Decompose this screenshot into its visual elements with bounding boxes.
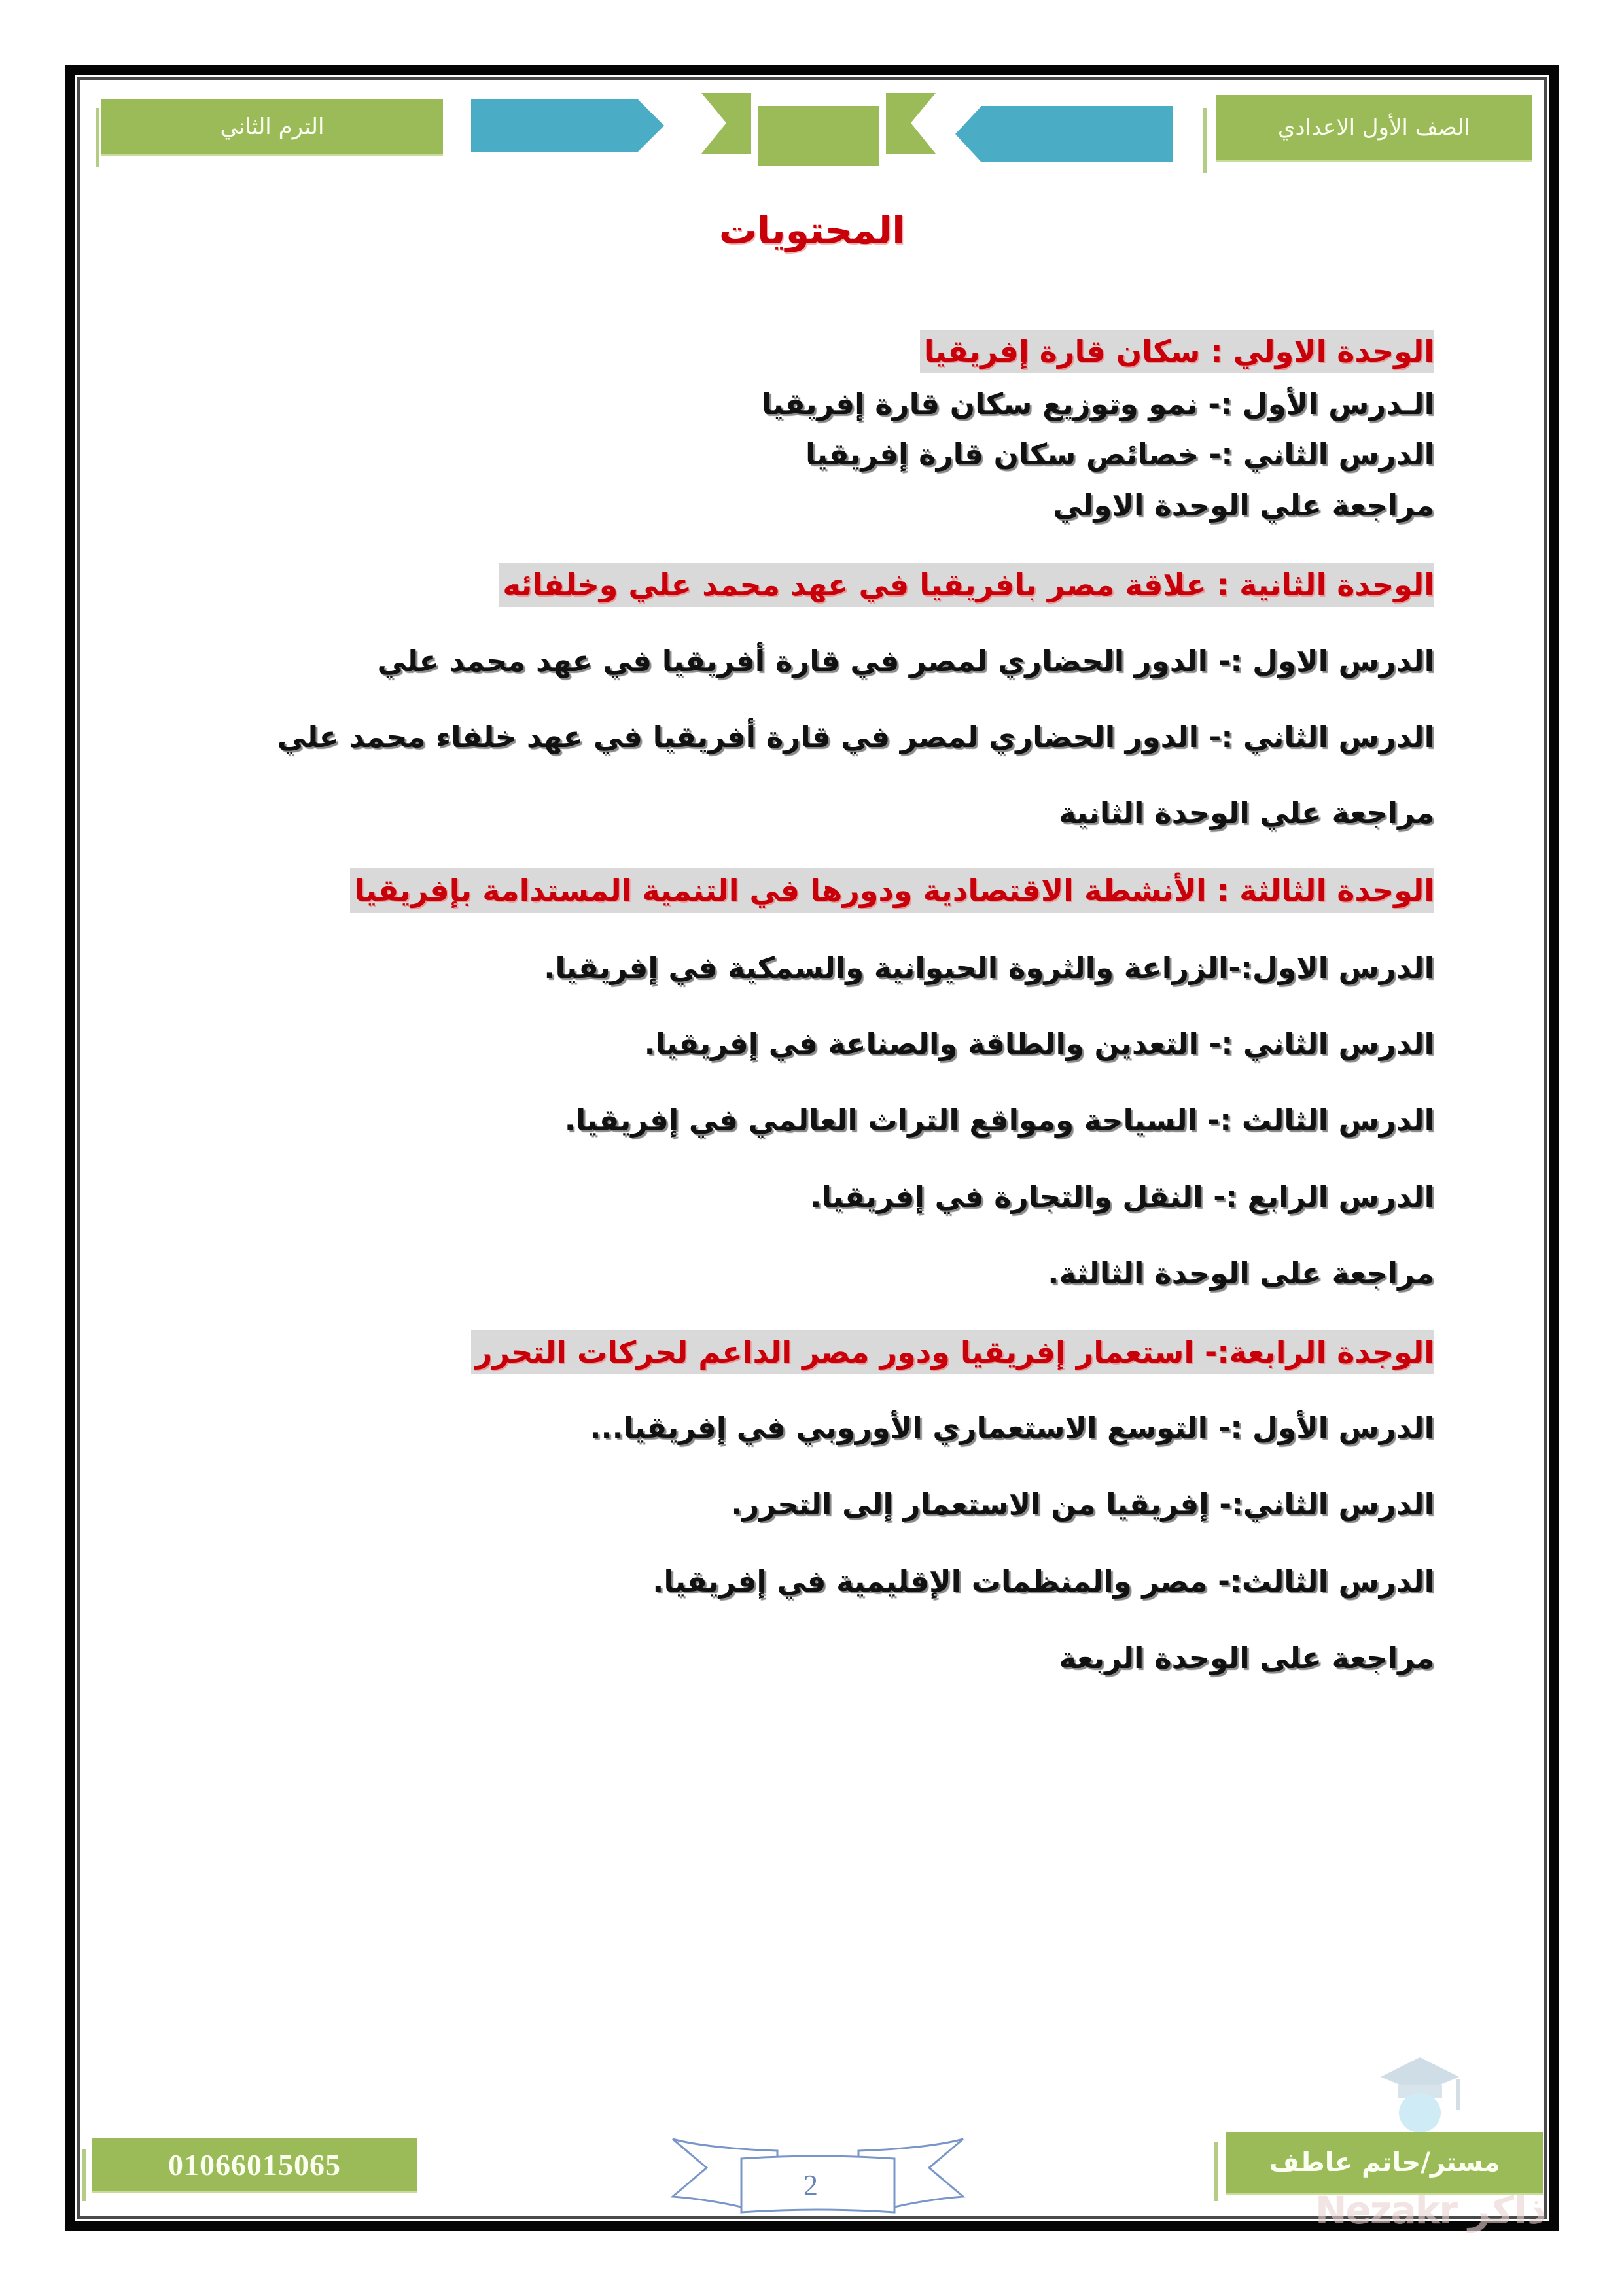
center-green-square [758, 106, 879, 166]
watermark-text: Nezakr ذاكر [1315, 2188, 1547, 2233]
teacher-box [1226, 2132, 1543, 2193]
phone-box [92, 2138, 417, 2191]
toc-item[interactable]: الـدرس الأول :- نمو وتوزيع سكان قارة إفريقيا [762, 387, 1434, 421]
grade-label: الصف الأول الاعدادي [1277, 114, 1471, 141]
toc-item[interactable]: مراجعة علي الوحدة الثانية [1059, 795, 1434, 830]
left-blue-arrow [471, 99, 664, 152]
teacher-name: مستر/حاتم عاطف [1269, 2148, 1500, 2178]
toc-item[interactable]: الدرس الثاني :- الدور الحضاري لمصر في قارة أفريقيا في عهد خلفاء محمد علي [277, 720, 1434, 754]
term-label-box [101, 99, 443, 154]
toc-item[interactable]: مراجعة على الوحدة الربعة [1059, 1641, 1434, 1675]
toc-item[interactable]: الدرس الاول :- الدور الحضاري لمصر في قارة أفريقيا في عهد محمد علي [377, 644, 1434, 678]
right-blue-arrow [955, 106, 1173, 162]
toc-item[interactable]: الدرس الأول :- التوسع الاستعماري الأوروبي في إفريقيا... [590, 1410, 1434, 1445]
toc-item[interactable]: الدرس الاول:-الزراعة والثروة الحيوانية والسمكية في إفريقيا. [544, 950, 1434, 985]
toc-item[interactable]: الدرس الثالث :- السياحة ومواقع التراث العالمي في إفريقيا. [564, 1103, 1434, 1138]
toc-item[interactable]: مراجعة على الوحدة الثالثة. [1048, 1256, 1434, 1291]
toc-item[interactable]: مراجعة علي الوحدة الاولي [1053, 488, 1434, 523]
unit-heading-2[interactable]: الوحدة الثانية : علاقة مصر بافريقيا في عهد محمد علي وخلفائه [499, 563, 1434, 607]
toc-item[interactable]: الدرس الرابع :- النقل والتجارة في إفريقيا. [810, 1179, 1434, 1214]
footer-left-accent-bar [82, 2149, 86, 2201]
toc-item[interactable]: الدرس الثاني :- خصائص سكان قارة إفريقيا [805, 437, 1434, 472]
toc-item[interactable]: الدرس الثاني:- إفريقيا من الاستعمار إلى التحرر. [731, 1487, 1434, 1522]
footer-right-accent-bar [1214, 2142, 1218, 2201]
grade-label-box [1216, 95, 1532, 160]
page-title: المحتويات [718, 208, 906, 252]
header-left-accent-bar [96, 108, 99, 167]
header-right-accent-bar [1203, 108, 1207, 173]
toc-item[interactable]: الدرس الثاني :- التعدين والطاقة والصناعة في إفريقيا. [644, 1026, 1434, 1061]
right-green-chevron [886, 93, 936, 154]
unit-heading-3[interactable]: الوحدة الثالثة : الأنشطة الاقتصادية ودورها في التنمية المستدامة بإفريقيا [350, 868, 1434, 913]
toc-item[interactable]: الدرس الثالث:- مصر والمنظمات الإقليمية في إفريقيا. [652, 1564, 1434, 1599]
page-number: 2 [803, 2168, 818, 2201]
left-green-chevron [701, 93, 751, 154]
unit-heading-1[interactable]: الوحدة الاولي : سكان قارة إفريقيا [920, 330, 1434, 373]
unit-heading-4[interactable]: الوجدة الرابعة:- استعمار إفريقيا ودور مصر الداعم لحركات التحرر [471, 1330, 1434, 1374]
phone-number: 01066015065 [168, 2148, 341, 2182]
header-decoration [458, 85, 1191, 177]
term-label: الترم الثاني [220, 114, 325, 140]
